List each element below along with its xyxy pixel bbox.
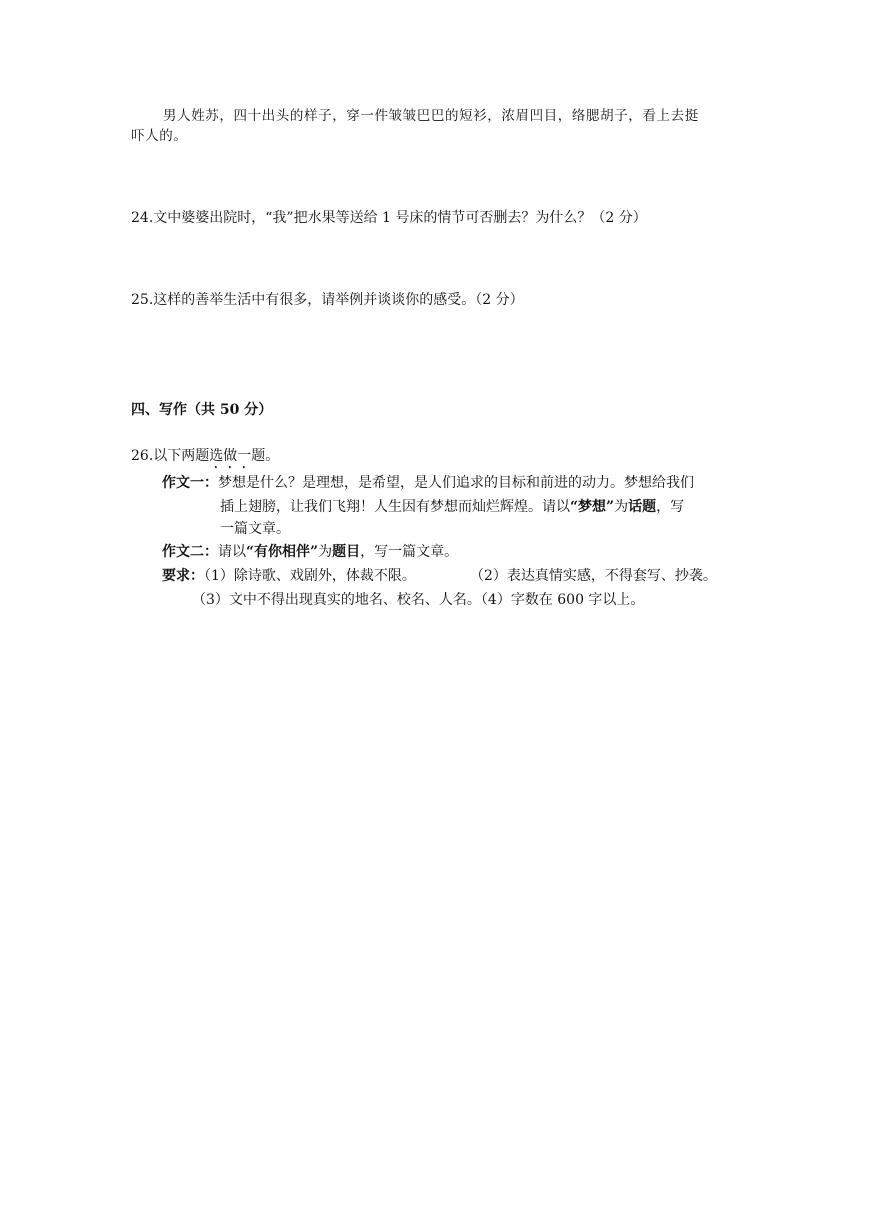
essay-1-text-1: 梦想是什么？是理想，是希望，是人们追求的目标和前进的动力。梦想给我们 bbox=[218, 475, 694, 491]
question-26 bbox=[131, 446, 279, 472]
passage-line-1: 男人姓苏，四十出头的样子，穿一件皱皱巴巴的短衫，浓眉凹目，络腮胡子，看上去挺 bbox=[163, 108, 699, 124]
essay-1-line-3: 一篇文章。 bbox=[220, 521, 290, 537]
question-26-prefix: 26.以下两题 bbox=[131, 448, 210, 464]
essay-2-text-c: ，写一篇文章。 bbox=[360, 544, 459, 560]
section-heading: 四、写作（共 50 分） bbox=[131, 402, 273, 418]
requirements-line-2: （3）文中不得出现真实的地名、校名、人名。（4）字数在 600 字以上。 bbox=[192, 592, 645, 608]
question-24: 24.文中婆婆出院时，“我”把水果等送给 1 号床的情节可否删去？为什么？（2 分） bbox=[131, 210, 647, 226]
essay-2-text-b: 为 bbox=[318, 544, 333, 560]
requirements-line-1 bbox=[162, 566, 416, 586]
essay-1-text-2c: ，写 bbox=[656, 499, 685, 515]
essay-2-text-a: 请以 bbox=[218, 544, 246, 560]
requirements-label: 要求： bbox=[162, 568, 204, 584]
requirement-1: （1）除诗歌、戏剧外，体裁不限。 bbox=[204, 568, 416, 584]
essay-2-label: 作文二： bbox=[162, 544, 218, 560]
essay-1-topic-word: 话题 bbox=[628, 499, 657, 515]
essay-1-text-2a: 插上翅膀，让我们飞翔！人生因有梦想而灿烂辉煌。请以 bbox=[220, 499, 570, 515]
requirement-2: （2）表达真情实感，不得套写、抄袭。 bbox=[470, 568, 717, 584]
essay-1-line-2 bbox=[220, 497, 684, 517]
essay-1-line-1 bbox=[162, 473, 694, 493]
essay-1-label: 作文一： bbox=[162, 475, 218, 491]
question-26-suffix: 题。 bbox=[251, 448, 280, 464]
essay-2-line bbox=[162, 542, 458, 562]
essay-2-title-word: 题目 bbox=[332, 544, 361, 560]
question-25: 25.这样的善举生活中有很多，请举例并谈谈你的感受。（2 分） bbox=[131, 292, 524, 308]
essay-1-topic: “梦想” bbox=[570, 499, 615, 515]
question-26-emphasis: 选做一 bbox=[209, 448, 252, 464]
passage-line-2: 吓人的。 bbox=[131, 128, 188, 144]
essay-1-text-2b: 为 bbox=[614, 499, 629, 515]
essay-2-title: “有你相伴” bbox=[246, 544, 319, 560]
